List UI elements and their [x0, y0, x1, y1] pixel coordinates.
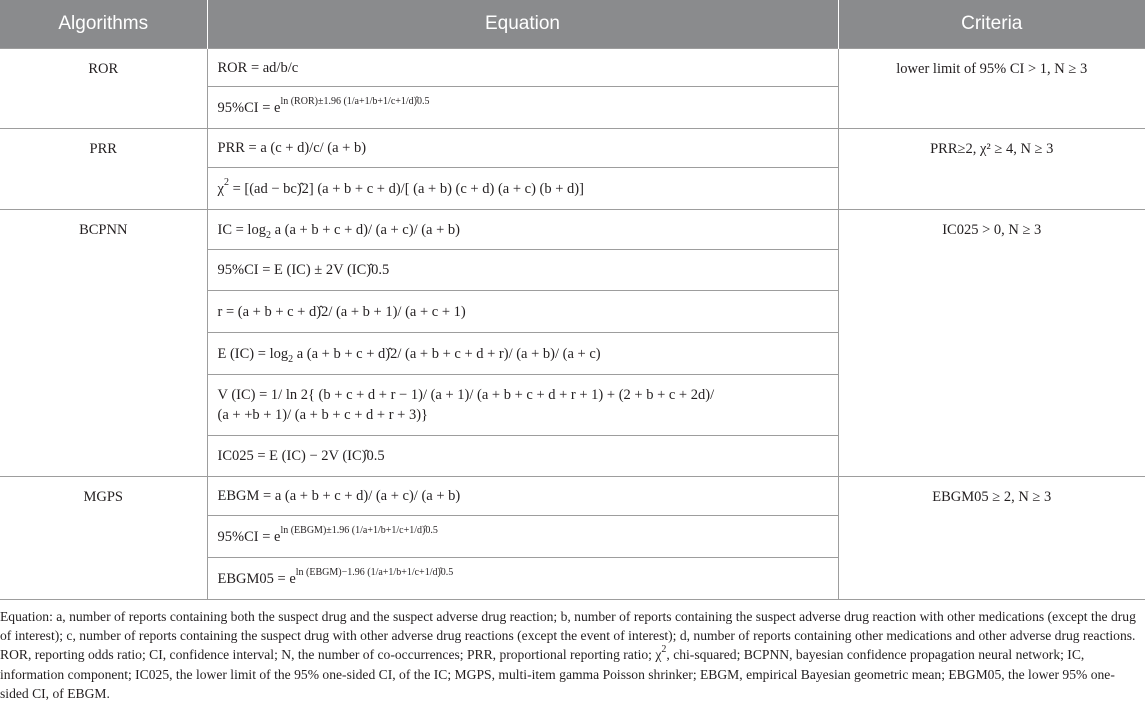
equation-text: E (IC) = log	[217, 345, 289, 362]
criteria-ror: lower limit of 95% CI > 1, N ≥ 3	[838, 49, 1145, 129]
table-row	[0, 49, 1145, 87]
table-row	[0, 210, 1145, 250]
table-footnote	[0, 607, 1140, 703]
equation-text: = [(ad − bc)̂2] (a + b + c + d)/[ (a + b) (c + d) (a + c) (b + d)]	[228, 180, 584, 197]
equation-ebgm: EBGM = a (a + b + c + d)/ (a + c)/ (a + b)	[207, 477, 838, 516]
equation-line: V (IC) = 1/ ln 2{ (b + c + d + r − 1)/ (a + 1)/ (a + b + c + d + r + 1) + (2 + b + c + 2d)/	[217, 387, 715, 403]
equation-text: EBGM05 = e	[217, 570, 296, 587]
equation-ic-ci: 95%CI = E (IC) ± 2V (IC)̂0.5	[207, 250, 838, 291]
equation-subscript: 2	[288, 353, 294, 365]
algorithm-name-mgps: MGPS	[0, 477, 207, 600]
equation-prr: PRR = a (c + d)/c/ (a + b)	[207, 129, 838, 168]
equation-r: r = (a + b + c + d)̂2/ (a + b + 1)/ (a + c + 1)	[207, 291, 838, 333]
equation-superscript: ln (EBGM)−1.96 (1/a+1/b+1/c+1/d)̂0.5	[295, 566, 454, 578]
equation-line: (a + +b + 1)/ (a + b + c + d + r + 3)}	[217, 407, 428, 423]
equation-ror-ci	[207, 87, 838, 129]
equation-text: a (a + b + c + d)̂2/ (a + b + c + d + r)/ (a + b)/ (a + c)	[293, 345, 601, 362]
footnote-text: Equation: a, number of reports containing both the suspect drug and the suspect adverse drug reaction; b, number of reports containing the suspect adverse drug reaction with other medications (except the drug of interest); c, number of reports containing the suspect drug with other adverse drug reactions (except the event of interest); d, number of reports containing other medications and other adverse drug reactions. ROR, reporting odds ratio; CI, confidence interval; N, the number of co-occurrences; PRR, proportional reporting ratio; χ	[0, 609, 1136, 663]
equation-e-ic	[207, 333, 838, 375]
header-row	[0, 0, 1145, 49]
criteria-mgps: EBGM05 ≥ 2, N ≥ 3	[838, 477, 1145, 600]
equation-ic	[207, 210, 838, 250]
equation-text: 95%CI = e	[217, 99, 281, 116]
table-row	[0, 129, 1145, 168]
table-row	[0, 477, 1145, 516]
footnote-text: , chi-squared; BCPNN, bayesian confidence propagation neural network; IC, information component; IC025, the lower limit of the 95% one-sided CI, of the IC; MGPS, multi-item gamma Poisson shrinker; EBGM, empirical Bayesian geometric mean; EBGM05, the lower 95% one-sided CI, of EBGM.	[0, 647, 1115, 701]
equation-text: a (a + b + c + d)/ (a + c)/ (a + b)	[270, 221, 460, 238]
criteria-prr: PRR≥2, χ² ≥ 4, N ≥ 3	[838, 129, 1145, 210]
equation-superscript: 2	[223, 176, 229, 188]
header-criteria: Criteria	[838, 0, 1145, 49]
algorithm-name-prr: PRR	[0, 129, 207, 210]
equation-text: IC = log	[217, 221, 266, 238]
equation-subscript: 2	[265, 229, 271, 241]
footnote-superscript: 2	[661, 643, 667, 655]
equation-ror: ROR = ad/b/c	[207, 49, 838, 87]
equation-superscript: ln (ROR)±1.96 (1/a+1/b+1/c+1/d)̂0.5	[280, 95, 430, 107]
equation-text: 95%CI = e	[217, 528, 281, 545]
equation-text: χ	[217, 180, 224, 197]
equation-ebgm05	[207, 558, 838, 600]
algorithm-name-ror: ROR	[0, 49, 207, 129]
header-equation: Equation	[207, 0, 838, 49]
equation-v-ic	[207, 375, 838, 436]
equation-ic025: IC025 = E (IC) − 2V (IC)̂0.5	[207, 436, 838, 477]
header-algorithms: Algorithms	[0, 0, 207, 49]
equation-superscript: ln (EBGM)±1.96 (1/a+1/b+1/c+1/d)̂0.5	[280, 524, 438, 536]
equation-chi-squared	[207, 168, 838, 210]
algorithm-name-bcpnn: BCPNN	[0, 210, 207, 477]
criteria-bcpnn: IC025 > 0, N ≥ 3	[838, 210, 1145, 477]
equation-ebgm-ci	[207, 516, 838, 558]
